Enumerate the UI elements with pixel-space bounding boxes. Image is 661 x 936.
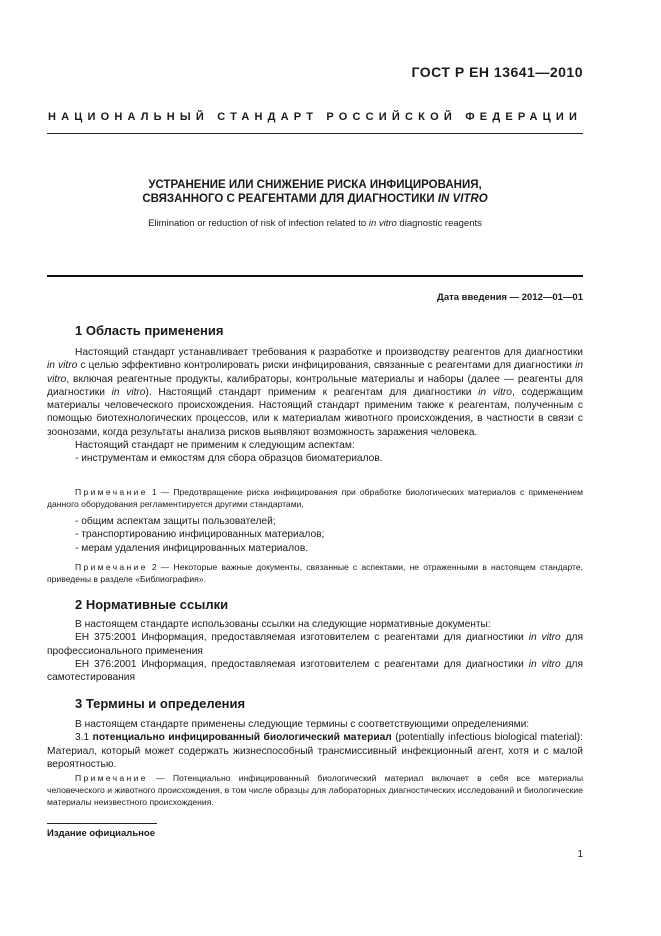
term-definition [47, 731, 583, 771]
s1p1-a: Настоящий стандарт устанавливает требования к разработке и производству реагентов для диагностики [75, 347, 583, 358]
title-rule [47, 275, 583, 277]
section-3-body [47, 718, 583, 771]
note-2-label: Примечание [75, 562, 148, 572]
normative-reference-2 [47, 658, 583, 685]
normative-reference-1 [47, 631, 583, 658]
section-2-heading: 2 Нормативные ссылки [75, 597, 229, 612]
standard-id: ГОСТ Р ЕН 13641—2010 [411, 64, 583, 80]
en-title-a: Elimination or reduction of risk of infection related to [148, 218, 369, 229]
note-1-label: Примечание [75, 487, 148, 497]
document-title [47, 178, 583, 206]
note-2 [47, 561, 583, 585]
section-1-paragraph-1 [47, 346, 583, 439]
list-item: - транспортированию инфицированных материалов; [75, 529, 325, 541]
section-3-paragraph-1: В настоящем стандарте применены следующие термины с соответствующими определениями: [75, 719, 530, 730]
en-title-c: diagnostic reagents [396, 218, 482, 229]
list-item: - инструментам и емкостям для сбора образцов биоматериалов. [75, 453, 383, 465]
ref1-b: in vitro [528, 632, 561, 644]
s1p1-b: in vitro [47, 360, 78, 372]
section-2-body [47, 618, 583, 684]
note-1 [47, 486, 583, 510]
section-1-heading: 1 Область применения [75, 323, 224, 338]
introduction-date: Дата введения — 2012—01—01 [437, 292, 583, 303]
english-title [47, 218, 583, 229]
official-edition: Издание официальное [47, 828, 155, 839]
s1p1-f: in vitro [111, 386, 146, 398]
page-number: 1 [577, 849, 583, 860]
s1p1-d: in vitro [47, 360, 583, 385]
section-3-heading: 3 Термины и определения [75, 696, 246, 711]
ref1-a: ЕН 375:2001 Информация, предоставляемая изготовителем с реагентами для диагностики [75, 632, 529, 644]
s1p1-c: с целью эффективно контролировать риски инфицирования, связанные с реагентами для диагностики [77, 360, 576, 372]
s1p1-i: , содержащим материалы человеческого происхождения. Настоящий стандарт применим также к реагентам, полученным с помощью биотехнологических процессов, или к материалам животного происхождения, в частности в связи с зоонозами, когда результаты анализа рисков выявляют возможность заражения человека. [47, 386, 583, 438]
s1p1-g: ). Настоящий стандарт применим к реагентам для диагностики [145, 386, 479, 398]
ref1-c: для профессионального применения [47, 632, 583, 657]
title-line-1: УСТРАНЕНИЕ ИЛИ СНИЖЕНИЕ РИСКА ИНФИЦИРОВАНИЯ, [148, 179, 482, 191]
title-line-2-text: СВЯЗАННОГО С РЕАГЕНТАМИ ДЛЯ ДИАГНОСТИКИ [142, 193, 438, 205]
ref2-b: in vitro [528, 658, 561, 670]
note-3 [47, 772, 583, 808]
national-standard-banner: НАЦИОНАЛЬНЫЙ СТАНДАРТ РОССИЙСКОЙ ФЕДЕРАЦИИ [47, 111, 583, 123]
ref2-c: для самотестирования [47, 658, 583, 684]
s1p1-e: , включая реагентные продукты, калибраторы, контрольные материалы и наборы (далее — реагенты для диагностики [47, 373, 583, 398]
section-1-body [47, 346, 583, 466]
term-name: потенциально инфицированный биологический материал [92, 732, 392, 744]
term-number: 3.1 [75, 732, 93, 744]
note-3-label: Примечание [75, 773, 148, 783]
list-item: - мерам удаления инфицированных материалов. [75, 542, 309, 554]
en-title-italic: in vitro [368, 218, 397, 229]
list-item: - общим аспектам защиты пользователей; [75, 516, 276, 527]
note-3-text: — Потенциально инфицированный биологический материал включает в себя все материалы человеческого и животного происхождения, в том числе образцы для лабораторных диагностических исследований и биологические материалы неизвестного происхождения. [47, 773, 583, 807]
section-1-list [47, 515, 583, 555]
ref2-a: ЕН 376:2001 Информация, предоставляемая изготовителем с реагентами для диагностики [75, 658, 529, 670]
note-2-text: 2 — Некоторые важные документы, связанные с аспектами, не отраженными в настоящем стандарте, приведены в разделе «Библиография». [47, 562, 583, 584]
term-text: (potentially infectious biological material): Материал, который может содержать жизнеспособный трансмиссивный инфекционный агент, хотя и с малой вероятностью. [47, 732, 583, 770]
header-rule [47, 133, 583, 134]
footer-rule [47, 823, 157, 824]
section-2-paragraph-1: В настоящем стандарте использованы ссылки на следующие нормативные документы: [75, 619, 491, 630]
note-1-text: 1 — Предотвращение риска инфицирования при обработке биологических материалов с применением данного оборудования регламентируется другими стандартами, [47, 487, 583, 509]
title-line-2-italic: IN VITRO [437, 193, 488, 205]
s1p1-h: in vitro [478, 386, 512, 398]
title-line-2 [47, 192, 583, 206]
section-1-paragraph-2: Настоящий стандарт не применим к следующим аспектам: [75, 440, 355, 452]
